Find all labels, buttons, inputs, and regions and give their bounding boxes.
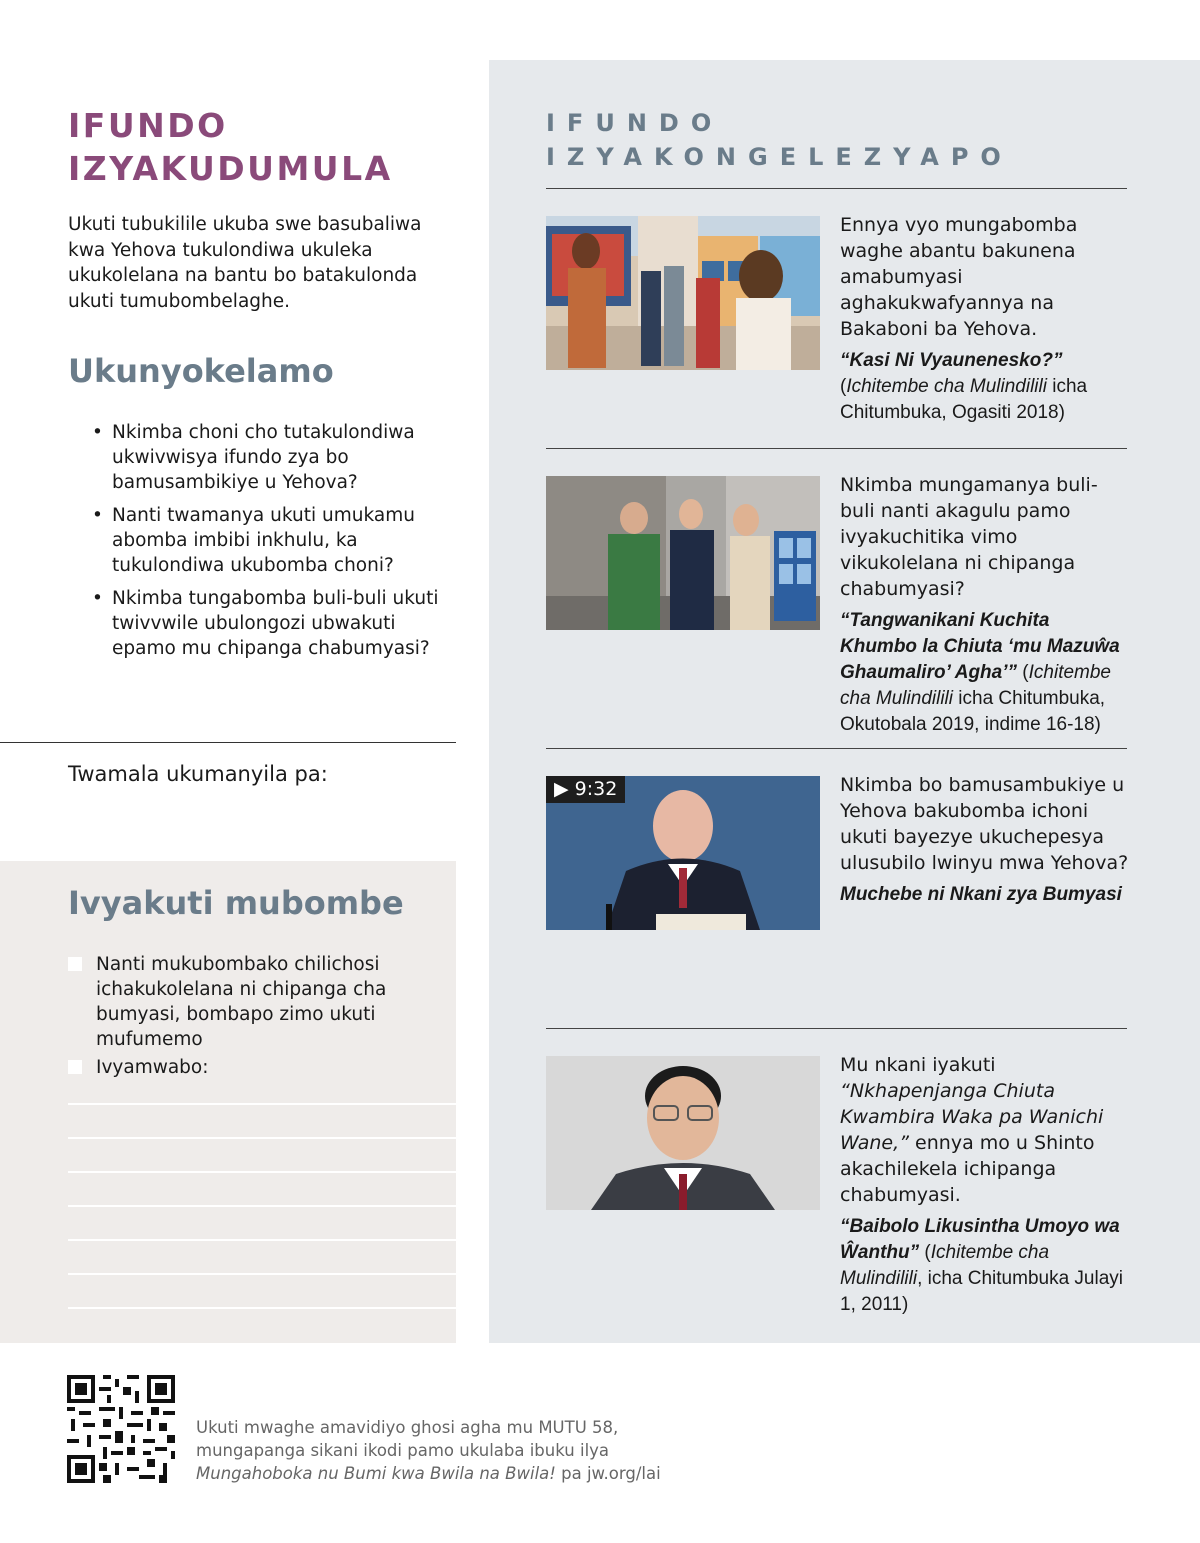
reference-details: icha Chitumbuka, Okutobala 2019, indime 16-18) [840, 688, 1106, 735]
entry-text-end: ennya mo u Shinto akachilekela ichipanga chabumyasi. [840, 1132, 1095, 1206]
reference-title[interactable]: “Baibolo Likusintha Umoyo wa Ŵanthu” [840, 1216, 1120, 1263]
bullet-icon: • [92, 505, 103, 526]
reference-paren: ( [919, 1242, 931, 1263]
entry-3 [840, 772, 1130, 908]
additional-title-line1: IFUNDO [546, 109, 724, 137]
entry-2 [840, 472, 1130, 738]
write-line[interactable] [68, 1171, 456, 1173]
reference-title[interactable]: “Tangwanikani Kuchita Khumbo la Chiuta ‘mu Mazuŵa Ghaumaliro’ Agha’” [840, 610, 1120, 683]
list-item [90, 586, 455, 661]
reference-title[interactable]: “Kasi Ni Vyaunenesko?” [840, 350, 1063, 371]
list-item [90, 503, 455, 578]
entry-reference [840, 348, 1130, 426]
additional-lessons-title [546, 106, 1146, 174]
divider [546, 448, 1127, 449]
practice-checkbox-2[interactable] [68, 1060, 82, 1074]
bullet-icon: • [92, 422, 103, 443]
entry-1 [840, 212, 1130, 426]
practice-item-2: Ivyamwabo: [96, 1057, 209, 1078]
review-question: Nkimba tungabomba buli-buli ukuti twivvwile ubulongozi ubwakuti epamo mu chipanga chabumyasi? [112, 588, 439, 659]
review-list [90, 420, 455, 669]
write-line[interactable] [68, 1239, 456, 1241]
video-thumbnail[interactable] [546, 776, 820, 930]
target-date-label: Twamala ukumanyila pa: [68, 762, 328, 786]
qr-code-icon[interactable] [67, 1375, 175, 1483]
practice-checkbox-1[interactable] [68, 957, 82, 971]
reference-paren: ( [840, 376, 847, 397]
lesson-title-line1: IFUNDO [68, 106, 228, 145]
divider [546, 188, 1127, 189]
write-line[interactable] [68, 1103, 456, 1105]
write-line[interactable] [68, 1137, 456, 1139]
entry-reference [840, 882, 1130, 908]
entry-text-start: Mu nkani iyakuti [840, 1054, 996, 1076]
practice-item-1: Nanti mukubombako chilichosi ichakukolelana ni chipanga cha bumyasi, bombapo zimo ukuti mufumemo [96, 954, 387, 1050]
reference-details: icha Chitumbuka, Ogasiti 2018) [840, 376, 1088, 423]
bullet-icon: • [92, 588, 103, 609]
divider [0, 742, 456, 743]
practice-panel [0, 861, 456, 1343]
write-line[interactable] [68, 1273, 456, 1275]
footer-line: Ukuti mwaghe amavidiyo ghosi agha mu MUTU 58, mungapanga sikani ikodi pamo ukulaba ibuku ilya [196, 1418, 619, 1460]
intro-text: Ukuti tubukilile ukuba swe basubaliwa kwa Yehova tukulondiwa ukuleka ukukolelana na bantu bo batakulonda ukuti tumubombelaghe. [68, 214, 422, 312]
divider [546, 748, 1127, 749]
lesson-title-line2: IZYAKUDUMULA [68, 149, 393, 188]
lesson-title [68, 104, 458, 190]
footer-site[interactable]: pa jw.org/lai [555, 1464, 661, 1483]
footer-book-title: Mungahoboka nu Bumi kwa Bwila na Bwila! [196, 1464, 556, 1483]
article-title: “Nkhapenjanga Chiuta Kwambira Waka pa Wanichi Wane,” [840, 1080, 1104, 1154]
entry-text: Nkimba mungamanya buli-buli nanti akagulu pamo ivyakuchitika vimo vikukolelana ni chipanga chabumyasi? [840, 474, 1098, 600]
entry-text: Ennya vyo mungabomba waghe abantu bakunena amabumyasi aghakukwafyannya na Bakaboni ba Yehova. [840, 214, 1078, 340]
entry-reference [840, 608, 1130, 738]
portrait-photo[interactable] [546, 1056, 820, 1210]
publication-name: Ichitembe cha Mulindilili [846, 376, 1047, 397]
video-duration-badge: ▶ 9:32 [546, 776, 625, 803]
footer-note [196, 1416, 716, 1485]
write-line[interactable] [68, 1205, 456, 1207]
publication-name: Ichitembe cha Mulindilili [840, 1242, 1050, 1289]
review-question: Nkimba choni cho tutakulondiwa ukwivwisya ifundo zya bo bamusambikiye u Yehova? [112, 422, 415, 493]
street-witnessing-photo[interactable] [546, 476, 820, 630]
reference-paren: ( [1017, 662, 1029, 683]
review-heading: Ukunyokelamo [68, 352, 334, 390]
divider [546, 1028, 1127, 1029]
review-question: Nanti twamanya ukuti umukamu abomba imbibi inkhulu, ka tukulondiwa ukubomba choni? [112, 505, 415, 576]
entry-reference [840, 1214, 1130, 1318]
write-line[interactable] [68, 1307, 456, 1309]
publication-name: Ichitembe cha Mulindilili [840, 662, 1111, 709]
entry-text: Nkimba bo bamusambukiye u Yehova bakubomba ichoni ukuti bayezye ukuchepesya ulusubilo lwinyu mwa Yehova? [840, 774, 1129, 874]
additional-title-line2: IZYAKONGELEZYAPO [546, 143, 1013, 171]
entry-text [840, 1052, 1130, 1208]
reference-details: , icha Chitumbuka Julayi 1, 2011) [840, 1268, 1124, 1315]
airport-screens-photo[interactable] [546, 216, 820, 370]
reference-title[interactable]: Muchebe ni Nkani zya Bumyasi [840, 884, 1122, 905]
practice-heading: Ivyakuti mubombe [68, 884, 404, 922]
entry-4 [840, 1052, 1130, 1318]
list-item [90, 420, 455, 495]
